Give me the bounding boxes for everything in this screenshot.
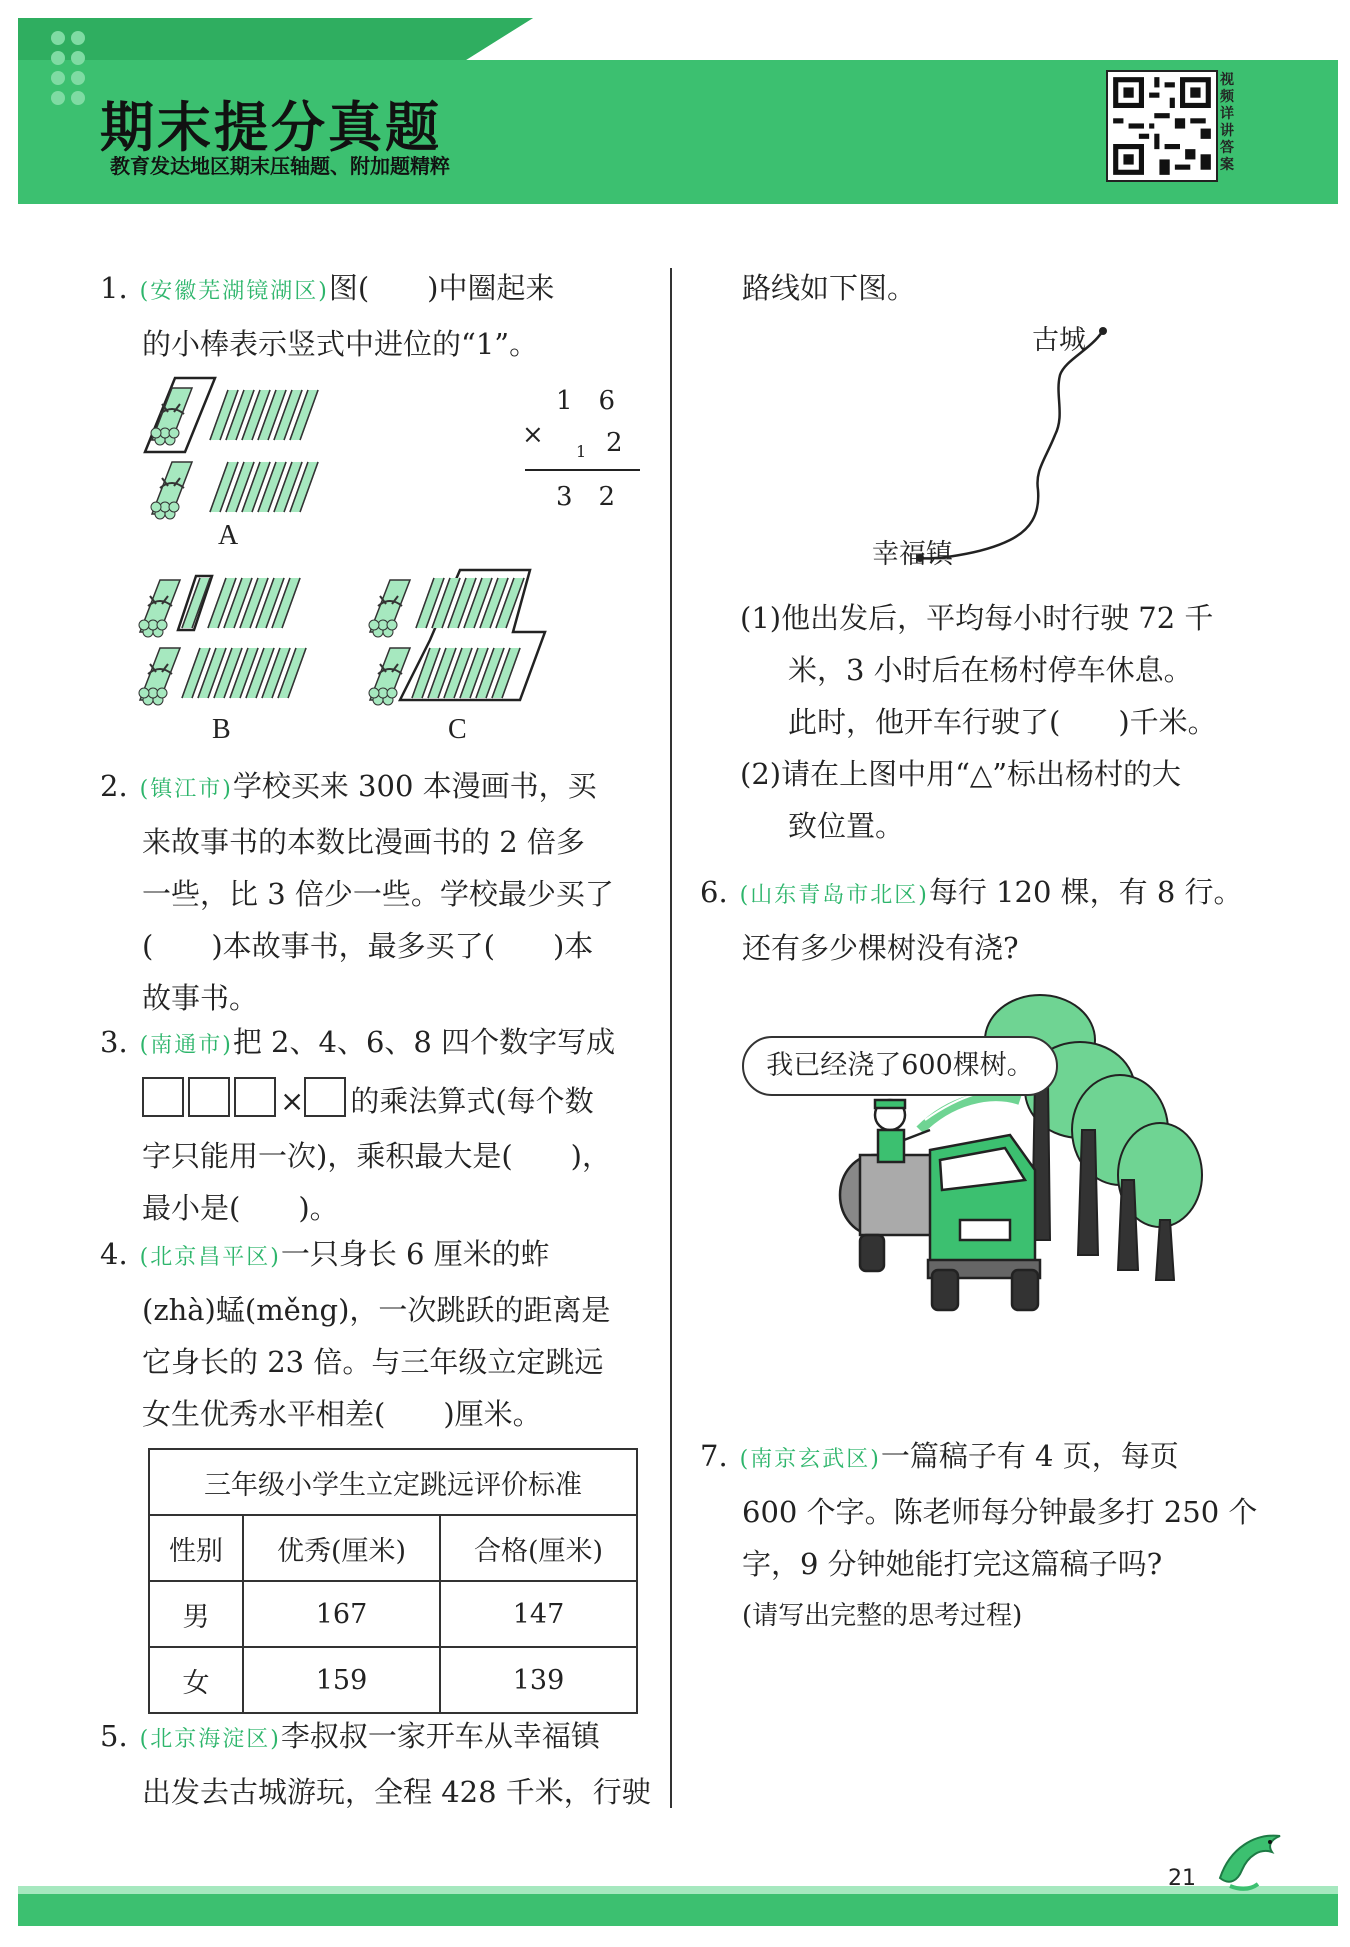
question-number: 3.: [100, 1025, 128, 1059]
question-text: 把 2、4、6、8 四个数字写成: [232, 1025, 616, 1059]
question-5-continued: [700, 262, 916, 314]
question-7: [700, 1430, 1257, 1642]
jump-standard-table: [148, 1448, 638, 1714]
question-number: 6.: [700, 875, 728, 909]
question-text: 字，9 分钟她能打完这篇稿子吗?: [742, 1547, 1163, 1581]
question-number: 7.: [700, 1439, 728, 1473]
table-row: [149, 1581, 637, 1647]
times-sign: ×: [280, 1084, 305, 1118]
question-source: (北京海淀区): [139, 1727, 281, 1752]
question-5-sub: [700, 592, 1217, 852]
table-header-row: [149, 1515, 637, 1581]
question-text: ( )本故事书，最多买了( )本: [142, 929, 594, 963]
question-text: 图( )中圈起来: [328, 271, 555, 305]
sub-question-text: 此时，他开车行驶了( )千米。: [788, 705, 1217, 739]
question-number: 2.: [100, 769, 128, 803]
sub-question-text: (2)请在上图中用“△”标出杨村的大: [740, 757, 1182, 791]
question-text: 它身长的 23 倍。与三年级立定跳远: [142, 1345, 604, 1379]
sub-question-text: 米，3 小时后在杨村停车休息。: [788, 653, 1193, 687]
qr-label: 视频详讲答案: [1220, 72, 1234, 173]
table-header: 优秀(厘米): [243, 1515, 440, 1581]
question-text: 一只身长 6 厘米的蚱: [280, 1237, 550, 1271]
question-6: [700, 866, 1243, 974]
table-cell: 159: [243, 1647, 440, 1713]
question-text: 女生优秀水平相差( )厘米。: [142, 1397, 542, 1431]
carry-digit: 1: [576, 442, 587, 461]
digit-box[interactable]: [234, 1077, 276, 1117]
question-text: 的小棒表示竖式中进位的“1”。: [142, 327, 539, 361]
sub-question-text: 致位置。: [788, 809, 905, 843]
question-number: 1.: [100, 271, 128, 305]
question-text: 来故事书的本数比漫画书的 2 倍多: [142, 825, 585, 859]
page-number: 21: [1168, 1866, 1196, 1891]
question-text: 最小是( )。: [142, 1191, 339, 1225]
vertical-multiplier: 2: [606, 428, 623, 458]
multiply-sign: ×: [522, 420, 544, 450]
map-label-xingfuzhen: 幸福镇: [872, 539, 953, 570]
table-title: 三年级小学生立定跳远评价标准: [149, 1449, 637, 1515]
sub-question-text: (1)他出发后，平均每小时行驶 72 千: [740, 601, 1214, 635]
table-cell: 139: [440, 1647, 637, 1713]
table-cell: 女: [149, 1647, 243, 1713]
column-divider: [670, 268, 672, 1808]
digit-box[interactable]: [142, 1077, 184, 1117]
question-5: [100, 1710, 651, 1818]
question-4: [100, 1228, 610, 1440]
question-text: 李叔叔一家开车从幸福镇: [280, 1719, 600, 1753]
question-text: 的乘法算式(每个数: [350, 1084, 594, 1118]
table-cell: 167: [243, 1581, 440, 1647]
question-text: 出发去古城游玩，全程 428 千米，行驶: [142, 1775, 651, 1809]
question-source: (镇江市): [139, 777, 233, 802]
table-row: [149, 1647, 637, 1713]
destination-point: [1099, 327, 1107, 335]
question-3: [100, 1016, 615, 1234]
question-text: 600 个字。陈老师每分钟最多打 250 个: [742, 1495, 1258, 1529]
table-cell: 男: [149, 1581, 243, 1647]
question-source: (南京玄武区): [739, 1447, 881, 1472]
vertical-multiplicand: 1 6: [556, 386, 616, 416]
question-source: (山东青岛市北区): [739, 883, 929, 908]
question-text: 每行 120 棵，有 8 行。: [928, 875, 1243, 909]
question-1: [100, 262, 554, 370]
table-header: 性别: [149, 1515, 243, 1581]
question-source: (北京昌平区): [139, 1245, 281, 1270]
vertical-product: 3 2: [556, 482, 616, 512]
footer-band: [18, 1880, 1338, 1930]
speech-bubble: 我已经浇了600棵树。: [742, 1036, 1058, 1096]
question-text: 路线如下图。: [742, 271, 917, 305]
table-header: 合格(厘米): [440, 1515, 637, 1581]
question-text: 一篇稿子有 4 页，每页: [880, 1439, 1179, 1473]
sticks-illustration: [130, 370, 660, 750]
option-label-c: C: [448, 714, 467, 745]
digit-box[interactable]: [304, 1077, 346, 1117]
page-subtitle: 教育发达地区期末压轴题、附加题精粹: [110, 154, 450, 178]
question-text: 故事书。: [142, 981, 259, 1015]
question-text: 一些，比 3 倍少一些。学校最少买了: [142, 877, 614, 911]
option-label-a: A: [218, 520, 239, 551]
dolphin-icon: [1210, 1818, 1290, 1898]
watering-truck-illustration: [820, 980, 1220, 1320]
digit-box[interactable]: [188, 1077, 230, 1117]
map-label-gucheng: 古城: [1032, 325, 1086, 356]
question-source: (安徽芜湖镜湖区): [139, 279, 329, 304]
page-title: 期末提分真题: [100, 96, 442, 159]
option-label-b: B: [212, 714, 231, 745]
question-2: [100, 760, 614, 1024]
question-text: (请写出完整的思考过程): [742, 1601, 1023, 1631]
table-cell: 147: [440, 1581, 637, 1647]
question-text: 学校买来 300 本漫画书，买: [232, 769, 597, 803]
question-source: (南通市): [139, 1033, 233, 1058]
question-text: (zhà)蜢(měng)，一次跳跃的距离是: [142, 1293, 611, 1327]
qr-code-icon[interactable]: [1106, 70, 1218, 182]
question-text: 还有多少棵树没有浇?: [742, 931, 1019, 965]
question-text: 字只能用一次)，乘积最大是( )，: [142, 1139, 611, 1173]
question-number: 5.: [100, 1719, 128, 1753]
question-number: 4.: [100, 1237, 128, 1271]
